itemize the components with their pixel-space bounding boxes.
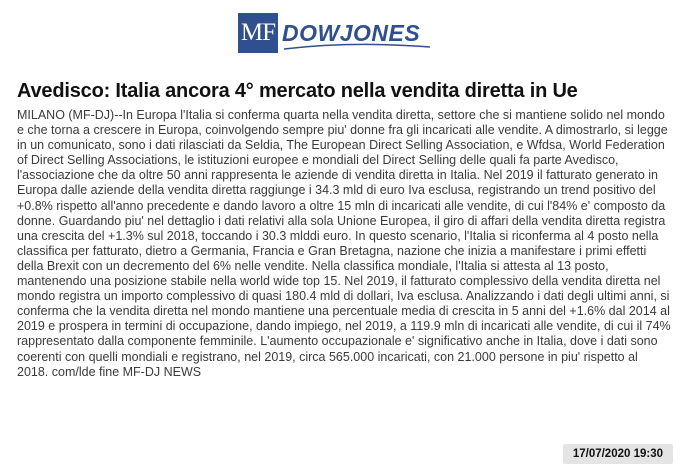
swoosh-icon (282, 39, 432, 53)
article-body: MILANO (MF-DJ)--In Europa l'Italia si conferma quarta nella vendita diretta, settore che si mantiene solido nel mondo e che torna a crescere in Europa, coinvolgendo sempre piu' donne fra gli incaricati alle vendite. A dimostrarlo, si legge in un comunicato, sono i dati rilasciati da Seldia, The European Direct Selling Association, e Wfdsa, World Federation of Direct Selling Associations, le istituzioni europee e mondiali del Direct Selling delle quali fa parte Avedisco, l'associazione che da oltre 50 anni rappresenta le aziende di vendita diretta in Italia. Nel 2019 il fatturato generato in Europa dalle aziende della vendita diretta raggiunge i 34.3 mld di euro Iva esclusa, registrando un trend positivo del +0.8% rispetto all'anno precedente e dando lavoro a oltre 15 mln di incaricati alle vendite, di cui l'84% e' composto da donne. Guardando piu' nel dettaglio i dati relativi alla sola Unione Europea, il giro di affari della vendita diretta registra una crescita del +1.3% sul 2018, toccando i 30.3 mlddi euro. In questo scenario, l'Italia si riconferma al 4 posto nella classifica per fatturato, dietro a Germania, Francia e Gran Bretagna, nazione che inizia a manifestare i primi effetti della Brexit con un decremento del 6% nelle vendite. Nella classifica mondiale, l'Italia si attesta al 13 posto, mantenendo una posizione stabile nella world wide top 15. Nel 2019, il fatturato complessivo della vendita diretta nel mondo registra un importo complessivo di quasi 180.4 mld di dollari, Iva esclusa. Analizzando i dati degli ultimi anni, si conferma che la vendita diretta nel mondo mantiene una percentuale media di crescita in 5 anni del +1.6% dal 2014 al 2019 e prospera in termini di occupazione, dando impiego, nel 2019, a 119.9 mln di incaricati alle vendite, di cui il 74% rappresentato dalla componente femminile. L'aumento occupazionale e' significativo anche in Italia, dove i dati sono coerenti con quelli mondiali e registrano, nel 2019, circa 565.000 incaricati, con 21.000 persone in piu' rispetto al 2018. com/lde fine MF-DJ NEWS (17, 108, 671, 379)
timestamp-badge: 17/07/2020 19:30 (563, 444, 673, 464)
mf-logo-mark: MF (238, 13, 278, 53)
mf-dowjones-logo (238, 12, 420, 54)
article-title: Avedisco: Italia ancora 4° mercato nella vendita diretta in Ue (17, 80, 578, 102)
dowjones-logo-text: DOWJONES (282, 19, 421, 46)
dowjones-logo-wordmark (282, 13, 420, 53)
